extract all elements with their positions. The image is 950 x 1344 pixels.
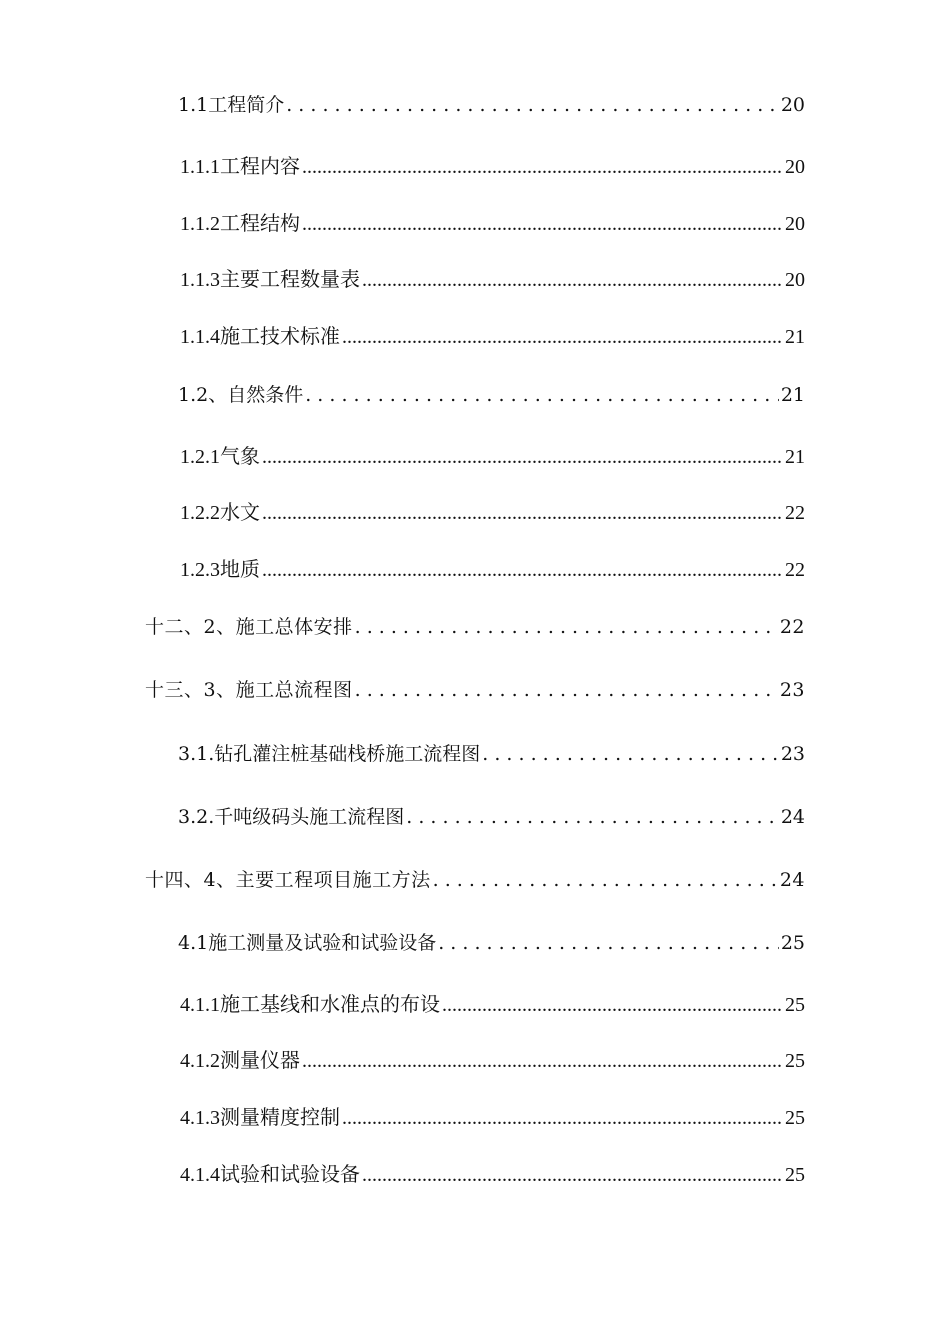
- toc-chapter-number: 十三、: [145, 679, 204, 701]
- toc-dot-leader: [302, 152, 783, 182]
- toc-entry-label: 4.1.1施工基线和水准点的布设: [180, 994, 440, 1016]
- toc-page-number: 20: [785, 156, 805, 178]
- toc-page-number: 25: [785, 1050, 805, 1072]
- toc-entry-label: 3、施工总流程图: [203, 679, 353, 701]
- toc-dot-leader: [262, 555, 783, 585]
- toc-dot-leader: [342, 1103, 783, 1133]
- toc-page-number: 20: [780, 94, 805, 116]
- toc-page-number: 22: [779, 616, 805, 638]
- toc-entry-label: 4、主要工程项目施工方法: [203, 869, 431, 891]
- toc-entry-label: 4.1.2测量仪器: [180, 1050, 300, 1072]
- toc-entry-label: 1.2、自然条件: [178, 384, 304, 406]
- toc-entry: [178, 928, 805, 958]
- toc-page-number: 25: [785, 1164, 805, 1186]
- toc-entry: [178, 90, 805, 120]
- toc-entry: [145, 612, 805, 642]
- toc-entry-label: 1.1.2工程结构: [180, 213, 300, 235]
- toc-entry-label: 4.1.4试验和试验设备: [180, 1164, 360, 1186]
- toc-entry: [180, 442, 805, 472]
- toc-entry: [180, 1046, 805, 1076]
- toc-page-number: 22: [785, 502, 805, 524]
- toc-dot-leader: [442, 990, 783, 1020]
- toc-chapter-number: 十二、: [145, 616, 204, 638]
- toc-entry: [180, 555, 805, 585]
- toc-page-number: 22: [785, 559, 805, 581]
- toc-page-number: 21: [780, 384, 805, 406]
- toc-chapter-number: 十四、: [145, 869, 204, 891]
- toc-dot-leader: [355, 675, 778, 705]
- toc-entry: [178, 739, 805, 769]
- toc-dot-leader: [362, 265, 783, 295]
- toc-entry-label: 4.1.3测量精度控制: [180, 1107, 340, 1129]
- toc-entry: [180, 1160, 805, 1190]
- toc-page-number: 24: [780, 806, 805, 828]
- toc-entry-label: 1.2.3地质: [180, 559, 260, 581]
- toc-dot-leader: [438, 928, 779, 958]
- toc-page-number: 25: [780, 932, 805, 954]
- toc-entry: [145, 675, 805, 705]
- toc-dot-leader: [406, 802, 779, 832]
- toc-dot-leader: [262, 442, 783, 472]
- toc-page-number: 23: [779, 679, 805, 701]
- toc-page-number: 21: [785, 446, 805, 468]
- toc-entry: [178, 380, 805, 410]
- toc-page-number: 20: [785, 213, 805, 235]
- toc-dot-leader: [305, 380, 779, 410]
- toc-entry-label: 1.1.3主要工程数量表: [180, 269, 360, 291]
- toc-entry-label: 3.2.千吨级码头施工流程图: [178, 806, 405, 828]
- toc-entry-label: 1.1.4施工技术标准: [180, 326, 340, 348]
- toc-dot-leader: [302, 1046, 783, 1076]
- toc-entry-label: 1.1工程简介: [178, 94, 285, 116]
- toc-entry: [180, 498, 805, 528]
- toc-page-number: 20: [785, 269, 805, 291]
- toc-entry-label: 3.1.钻孔灌注桩基础栈桥施工流程图: [178, 743, 481, 765]
- toc-entry: [178, 802, 805, 832]
- toc-entry-label: 2、施工总体安排: [203, 616, 353, 638]
- toc-entry-label: 1.2.1气象: [180, 446, 260, 468]
- toc-entry-label: 4.1施工测量及试验和试验设备: [178, 932, 437, 954]
- toc-entry: [180, 209, 805, 239]
- toc-entry: [180, 1103, 805, 1133]
- toc-page-number: 25: [785, 1107, 805, 1129]
- toc-entry-label: 1.1.1工程内容: [180, 156, 300, 178]
- toc-dot-leader: [362, 1160, 783, 1190]
- toc-dot-leader: [262, 498, 783, 528]
- toc-dot-leader: [482, 739, 779, 769]
- toc-dot-leader: [355, 612, 778, 642]
- toc-page-number: 21: [785, 326, 805, 348]
- toc-dot-leader: [302, 209, 783, 239]
- toc-dot-leader: [286, 90, 779, 120]
- toc-dot-leader: [342, 322, 783, 352]
- toc-page-number: 23: [780, 743, 805, 765]
- toc-entry-label: 1.2.2水文: [180, 502, 260, 524]
- toc-entry: [180, 265, 805, 295]
- toc-dot-leader: [433, 865, 778, 895]
- toc-page-number: 25: [785, 994, 805, 1016]
- toc-entry: [180, 322, 805, 352]
- toc-entry: [180, 152, 805, 182]
- toc-entry: [145, 865, 805, 895]
- toc-entry: [180, 990, 805, 1020]
- toc-page-number: 24: [779, 869, 805, 891]
